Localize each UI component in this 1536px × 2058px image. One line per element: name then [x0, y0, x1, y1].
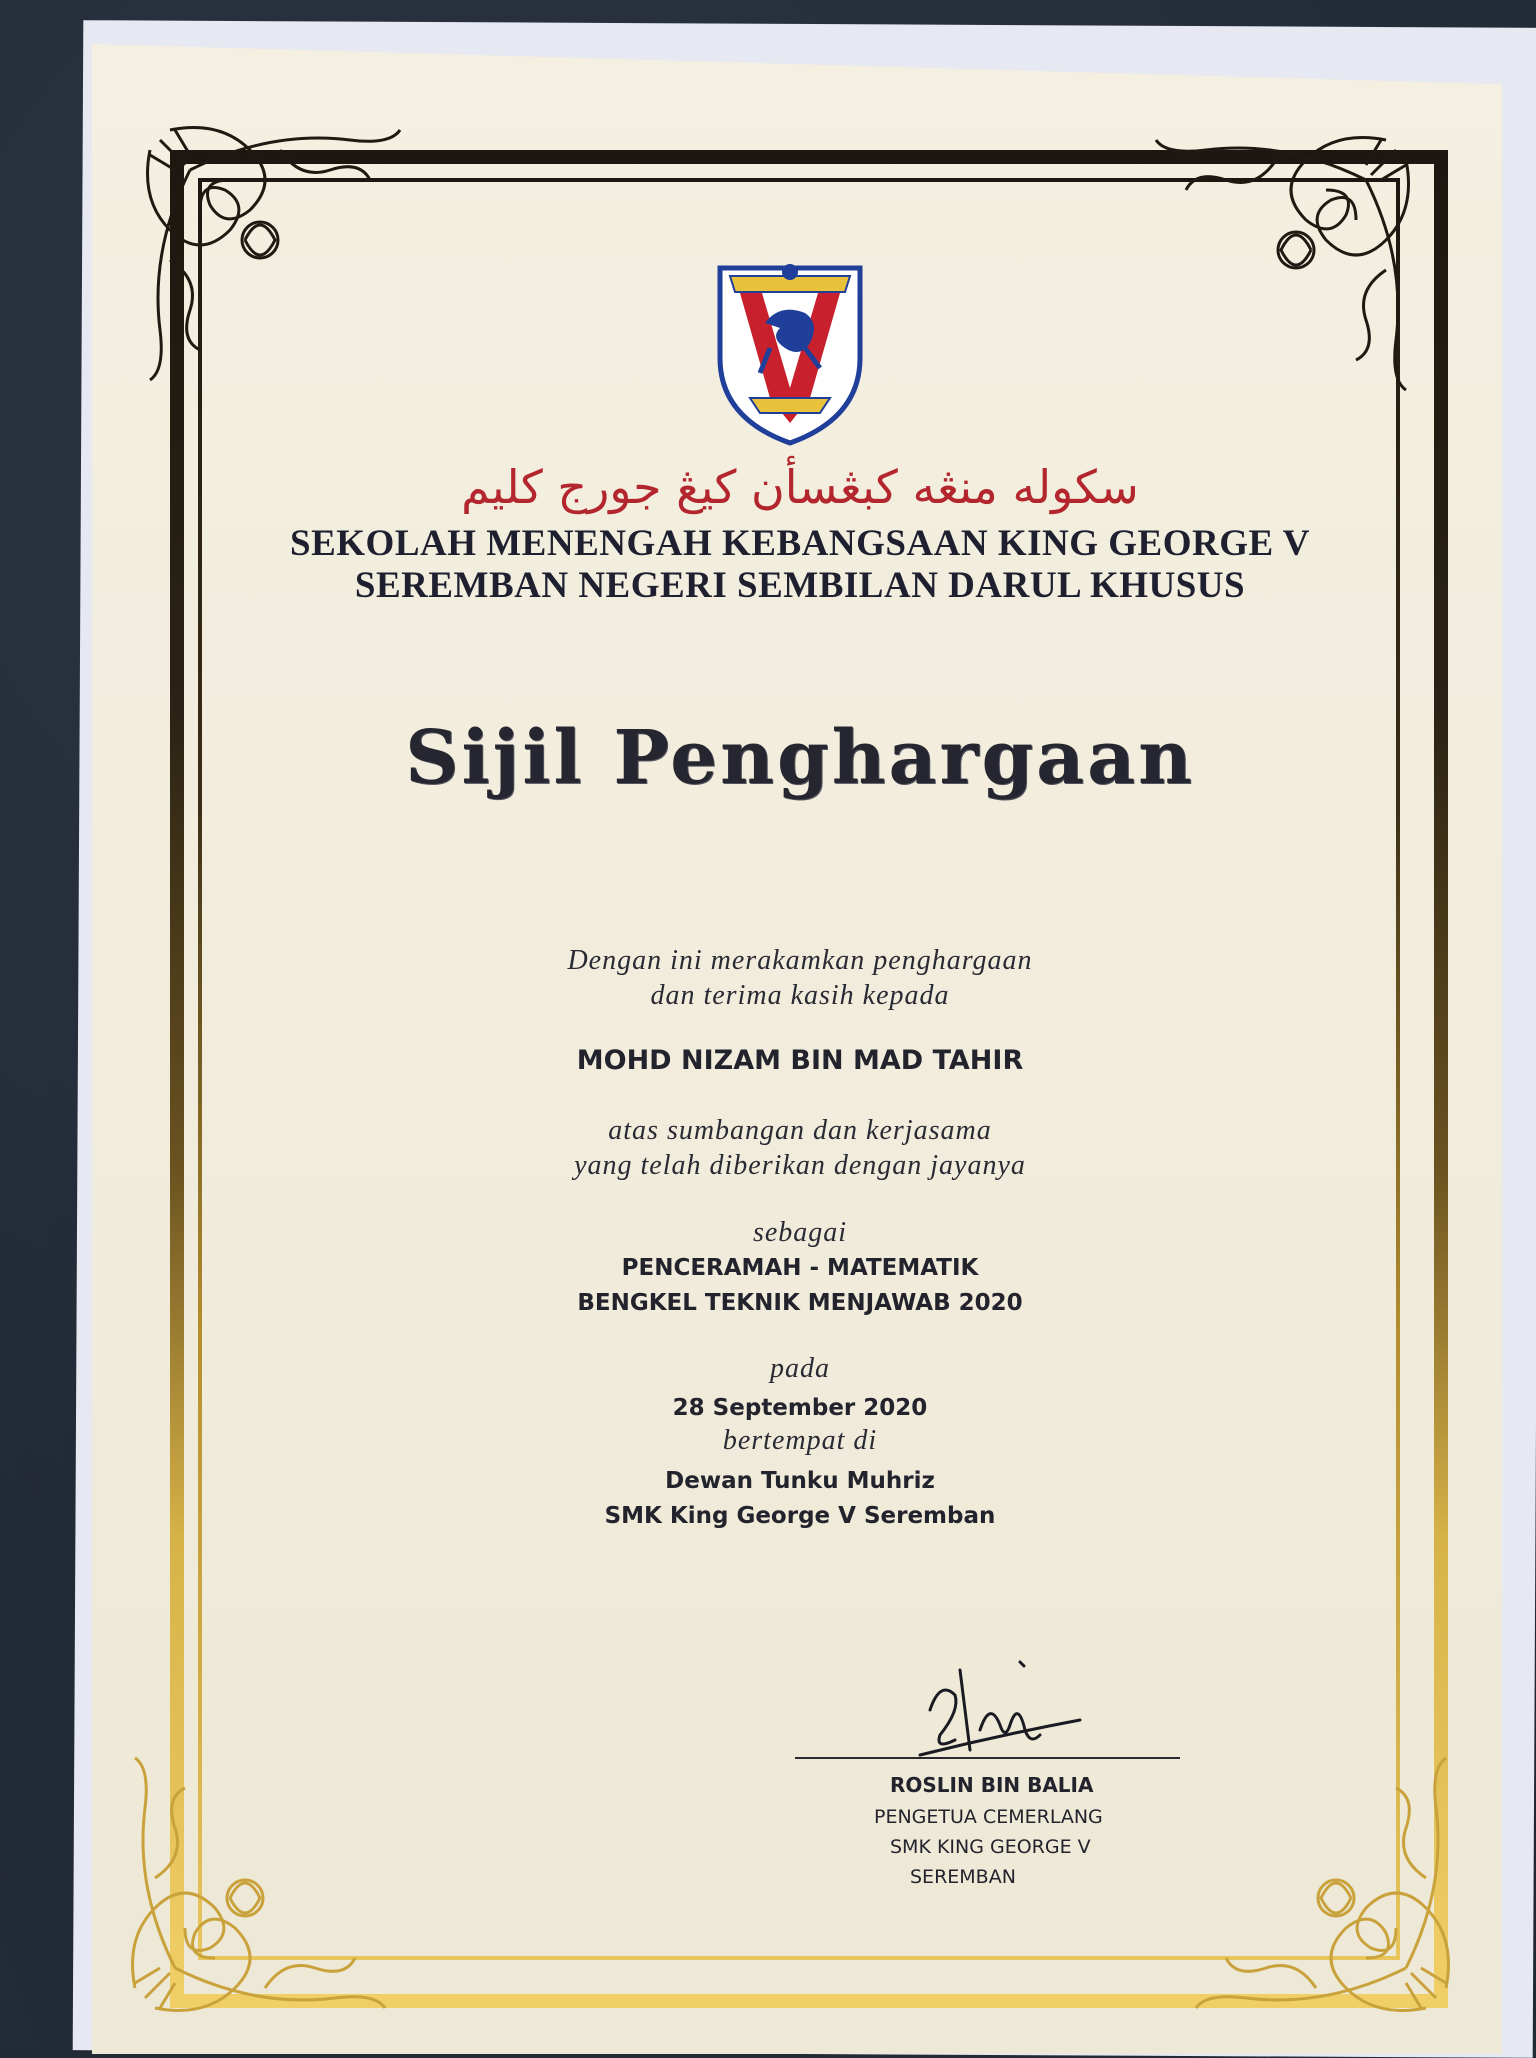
- reason-line-1: atas sumbangan dan kerjasama: [608, 1115, 992, 1146]
- school-name-line1: SEKOLAH MENENGAH KEBANGSAAN KING GEORGE V: [290, 523, 1310, 564]
- school-location-line: SEREMBAN NEGERI SEMBILAN DARUL KHUSUS: [354, 565, 1246, 606]
- signatory-title-2: SMK KING GEORGE V: [890, 1836, 1091, 1858]
- signatory-title-3: SEREMBAN: [910, 1866, 1016, 1888]
- venue-line-1: Dewan Tunku Muhriz: [665, 1468, 935, 1494]
- intro-line-1: Dengan ini merakamkan penghargaan: [567, 945, 1033, 976]
- reason-line-2: yang telah diberikan dengan jayanya: [574, 1150, 1026, 1181]
- handwritten-signature: [900, 1640, 1130, 1770]
- school-name-jawi: سکوله منڠه کبڠسأن کيڠ جورج کليم: [461, 460, 1139, 514]
- recipient-name: MOHD NIZAM BIN MAD TAHIR: [576, 1045, 1024, 1076]
- role-line-1: PENCERAMAH - MATEMATIK: [621, 1255, 979, 1281]
- venue-label: bertempat di: [722, 1425, 878, 1456]
- school-crest-logo: [710, 248, 870, 448]
- intro-line-2: dan terima kasih kepada: [650, 980, 950, 1011]
- on-label: pada: [770, 1353, 830, 1384]
- signatory-title-1: PENGETUA CEMERLANG: [874, 1806, 1103, 1828]
- as-label: sebagai: [752, 1217, 848, 1248]
- signature-line: [795, 1757, 1180, 1759]
- role-line-2: BENGKEL TEKNIK MENJAWAB 2020: [577, 1290, 1023, 1316]
- event-date: 28 September 2020: [672, 1395, 928, 1421]
- signatory-name: ROSLIN BIN BALIA: [890, 1773, 1094, 1797]
- certificate-title: Sijil Penghargaan: [405, 715, 1195, 801]
- certificate-content: [220, 200, 1380, 1940]
- venue-line-2: SMK King George V Seremban: [604, 1503, 996, 1529]
